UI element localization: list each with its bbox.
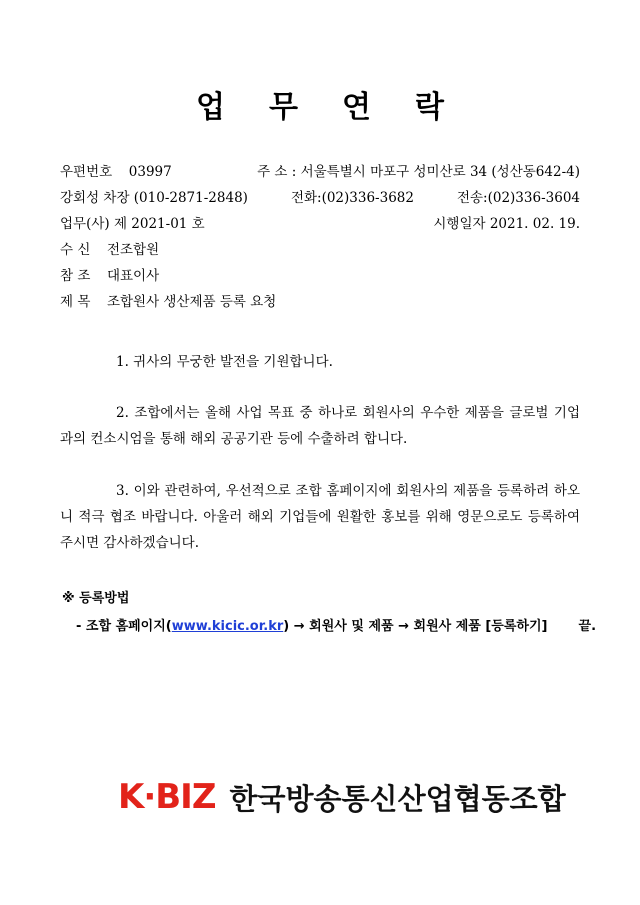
address-value: 서울특별시 마포구 성미산로 34 (성산동642-4)	[300, 164, 580, 180]
effective-date: 시행일자 2021. 02. 19.	[433, 216, 580, 232]
paragraph-text: 2. 조합에서는 올해 사업 목표 중 하나로 회원사의 우수한 제품을 글로벌 기업과의 컨소시엄을 통해 해외 공공기관 등에 수출하려 합니다.	[60, 405, 580, 447]
recipient-label: 수 신	[60, 242, 91, 258]
subject-line	[60, 293, 580, 311]
subject-value: 조합원사 생산제품 등록 요청	[106, 294, 277, 310]
body-paragraph-2	[60, 400, 580, 452]
recipient-value: 전조합원	[106, 242, 160, 258]
registration-suffix: ) → 회원사 및 제품 → 회원사 제품 [등록하기]	[283, 619, 548, 634]
reference-line	[60, 267, 580, 285]
footer-signature	[118, 773, 566, 821]
address-label: 주 소 :	[257, 164, 297, 180]
title-char: 연	[342, 90, 371, 125]
document-number: 업무(사) 제 2021-01 호	[60, 216, 205, 232]
postal-block	[60, 163, 172, 181]
postal-label: 우편번호	[60, 164, 113, 180]
title-char: 무	[269, 90, 298, 125]
header-contact-line	[60, 189, 580, 207]
paragraph-text: 3. 이와 관련하여, 우선적으로 조합 홈페이지에 회원사의 제품을 등록하려 하오니 적극 협조 바랍니다. 아울러 해외 기업들에 원활한 홍보를 위해 영문으로도 등록하여 주시면 감사하겠습니다.	[60, 483, 580, 551]
contact-person: 강회성 차장 (010-2871-2848)	[60, 190, 248, 206]
header-address-line	[60, 163, 580, 181]
address-block	[257, 163, 580, 181]
page-title	[0, 82, 640, 126]
body-paragraph-3	[60, 478, 580, 556]
registration-title: ※ 등록방법	[62, 591, 130, 606]
fax-number: 전송:(02)336-3604	[456, 190, 580, 206]
subject-label: 제 목	[60, 294, 91, 310]
homepage-link[interactable]: www.kicic.or.kr	[171, 619, 284, 634]
recipient-line	[60, 241, 580, 259]
postal-code: 03997	[128, 164, 172, 180]
registration-instructions	[76, 615, 596, 634]
kbiz-logo: K·BIZ	[118, 777, 216, 817]
header-docnum-line	[60, 215, 580, 233]
registration-prefix: - 조합 홈페이지(	[76, 619, 172, 634]
title-char: 락	[414, 90, 444, 125]
reference-label: 참 조	[60, 268, 91, 284]
reference-value: 대표이사	[106, 268, 160, 284]
organization-name: 한국방송통신산업협동조합	[229, 781, 566, 816]
end-mark: 끝.	[578, 619, 597, 634]
body-paragraph-1	[60, 349, 580, 375]
phone-number: 전화:(02)336-3682	[290, 190, 414, 206]
title-char: 업	[196, 90, 226, 125]
paragraph-text: 1. 귀사의 무궁한 발전을 기원합니다.	[116, 354, 333, 370]
